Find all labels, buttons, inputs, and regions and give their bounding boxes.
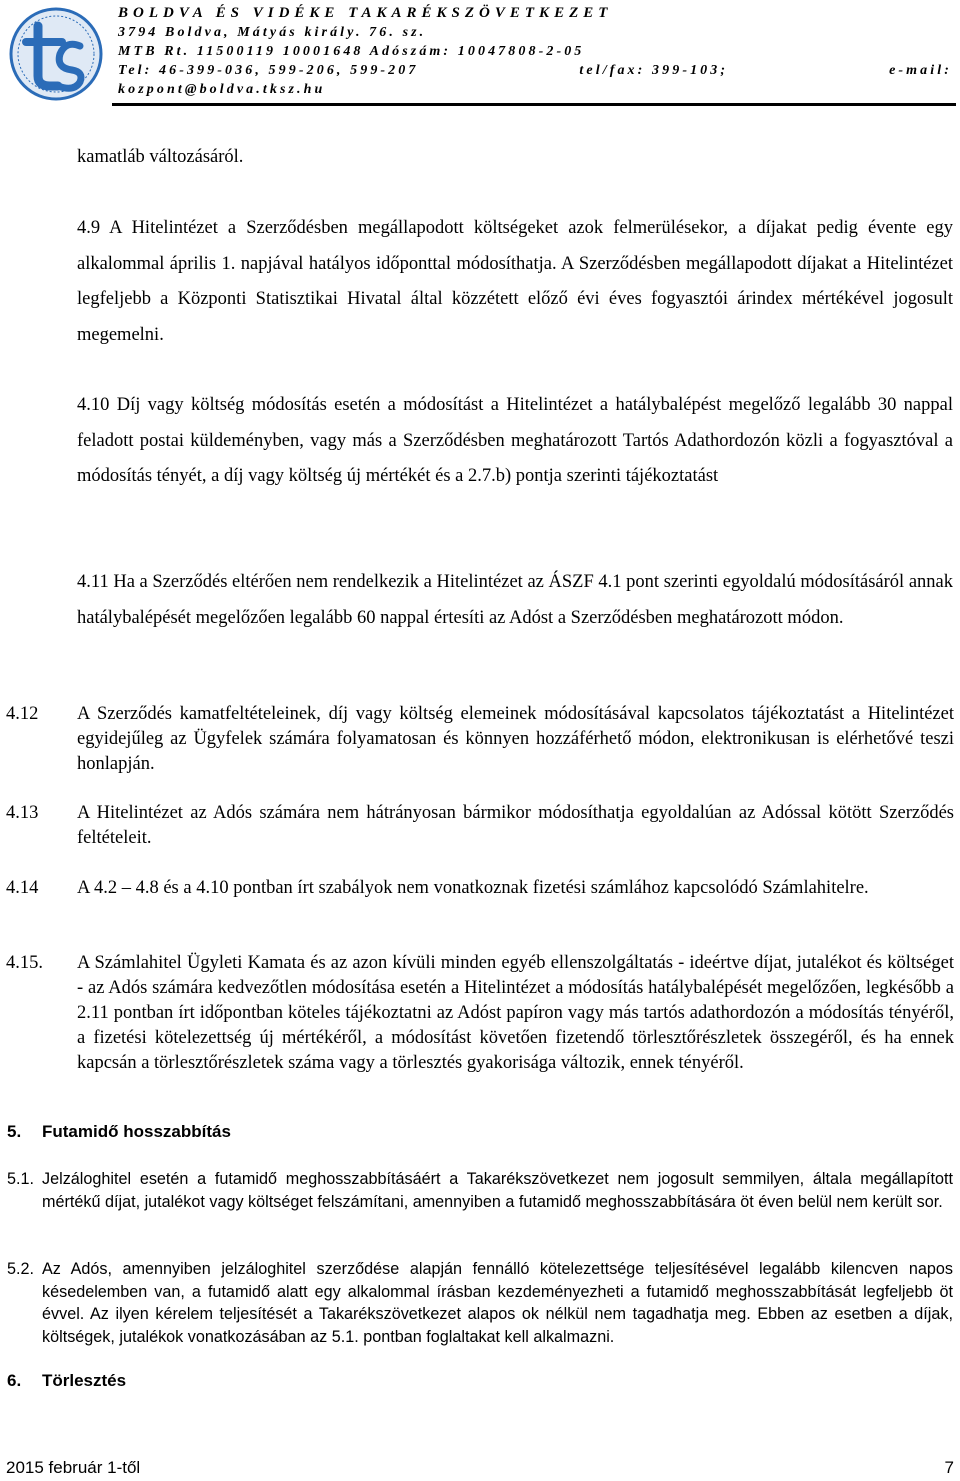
item-4-12 <box>6 702 954 777</box>
header-divider <box>112 103 956 106</box>
page-number: 7 <box>944 1458 954 1477</box>
letterhead-contact-row <box>118 61 952 80</box>
letterhead-email: kozpont@boldva.tksz.hu <box>118 82 326 97</box>
item-text: Jelzáloghitel esetén a futamidő meghosszabbításáért a Takarékszövetkezet nem jogosult semmilyen, általa megállapított mértékű díjat, jutalékot vagy költséget felszámítani, amennyiben a futamidő meghosszabbítására öt éven belül nem került sor. <box>42 1170 953 1211</box>
paragraph-4-11: 4.11 Ha a Szerződés eltérően nem rendelkezik a Hitelintézet az ÁSZF 4.1 pont szerinti egyoldalú módosításáról annak hatálybalépését megelőzően legalább 60 nappal értesíti az Adóst a Szerződésben meghatározott módon. <box>77 572 953 628</box>
letterhead-bank-tax: MTB Rt. 11500119 10001648 Adószám: 10047808-2-05 <box>118 44 585 59</box>
item-text: A 4.2 – 4.8 és a 4.10 pontban írt szabályok nem vonatkoznak fizetési számlához kapcsolódó Számlahitelre. <box>77 878 869 898</box>
section-heading-5 <box>7 1122 231 1142</box>
item-text: A Számlahitel Ügyleti Kamata és az azon kívüli minden egyéb ellenszolgáltatás - ideértve díjat, jutalékot és költséget - az Adós számára kedvezőtlen módosítása esetén a Hitelintézet a módosítás hatálybalépését megelőzően, legkésőbb a 2.11 pontban írt időpontban köteles tájékoztatni az Adóst papíron vagy más tartós adathordozón a módosítás tényéről, a fizetési kötelezettség új mértékéről, a módosítást követően fizetendő törlesztőrészletek összegéről, és ha ennek kapcsán a törlesztőrészletek száma vagy a törlesztés gyakorisága változik, ennek tényéről. <box>77 953 954 1073</box>
item-number: 4.13 <box>6 803 39 823</box>
cooperative-logo-icon <box>8 6 104 102</box>
item-number: 4.12 <box>6 704 39 724</box>
section-title: Törlesztés <box>42 1371 127 1390</box>
item-text: A Szerződés kamatfeltételeinek, díj vagy költség elemeinek módosításával kapcsolatos tájékoztatást a Hitelintézet egyidejűleg az Ügyfelek számára folyamatosan és könnyen hozzáférhető módon, elektronikusan is elérhetővé teszi honlapján. <box>77 704 954 774</box>
page-footer <box>6 1458 954 1478</box>
letterhead-tel: Tel: 46-399-036, 599-206, 599-207 <box>118 63 419 78</box>
item-4-13 <box>6 801 954 851</box>
item-number: 4.15. <box>6 953 43 973</box>
item-4-14 <box>6 876 954 901</box>
letterhead-address: 3794 Boldva, Mátyás király. 76. sz. <box>118 25 427 40</box>
item-number: 4.14 <box>6 878 39 898</box>
section-number: 6. <box>7 1371 22 1390</box>
letterhead-email-label: e-mail: <box>889 63 952 78</box>
item-number: 5.1. <box>7 1170 35 1188</box>
letterhead <box>118 4 958 99</box>
paragraph-4-9: 4.9 A Hitelintézet a Szerződésben megállapodott költségeket azok felmerülésekor, a díjakat pedig évente egy alkalommal április 1. napjával hatályos időponttal módosíthatja. A Szerződésben megállapodott díjakat a Hitelintézet legfeljebb a Központi Statisztikai Hivatal által közzétett előző évi éves fogyasztói árindex mértékével jogosult megemelni. <box>77 218 953 345</box>
item-4-15 <box>6 951 954 1076</box>
letterhead-fax: tel/fax: 399-103; <box>579 63 729 78</box>
section-heading-6 <box>7 1371 126 1391</box>
footer-date: 2015 február 1-től <box>6 1458 141 1477</box>
paragraph-4-10: 4.10 Díj vagy költség módosítás esetén a módosítást a Hitelintézet a hatálybalépést megelőző legalább 30 nappal feladott postai küldeményben, vagy más a Szerződésben meghatározott Tartós Adathordozón közli a fogyasztóval a módosítás tényét, a díj vagy költség új mértékét és a 2.7.b) pontja szerinti tájékoztatást <box>77 395 953 486</box>
paragraph-continuation: kamatláb változásáról. <box>77 147 244 167</box>
item-5-1 <box>7 1168 953 1213</box>
item-5-2 <box>7 1258 953 1348</box>
letterhead-name: BOLDVA ÉS VIDÉKE TAKARÉKSZÖVETKEZET <box>118 5 613 21</box>
item-number: 5.2. <box>7 1260 35 1278</box>
item-text: A Hitelintézet az Adós számára nem hátrányosan bármikor módosíthatja egyoldalúan az Adóssal kötött Szerződés feltételeit. <box>77 803 954 848</box>
section-title: Futamidő hosszabbítás <box>42 1122 231 1141</box>
section-number: 5. <box>7 1122 22 1141</box>
item-text: Az Adós, amennyiben jelzáloghitel szerződése alapján fennálló kötelezettsége teljesítésével legalább kilencven napos késedelemben van, a futamidő alatt egy alkalommal írásban kezdeményezheti a futamidő meghosszabbítását legfeljebb öt évvel. Az ilyen kérelem teljesítését a Takarékszövetkezet alapos ok nélkül nem tagadhatja meg. Ebben az esetben a díjak, költségek, jutalékok vonatkozásában az 5.1. pontban foglaltakat kell alkalmazni. <box>42 1260 953 1346</box>
